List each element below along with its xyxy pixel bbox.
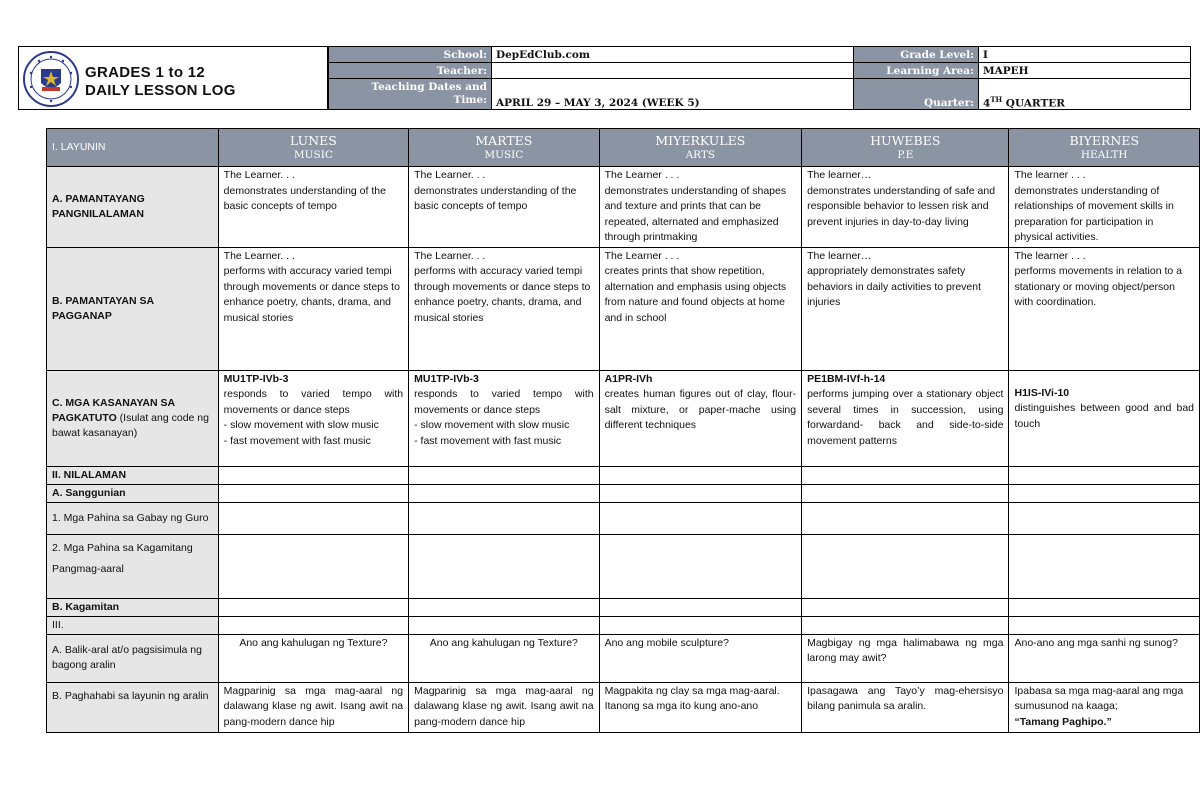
cell-line: demonstrates understanding of relationships of movement skills in preparation for participation in physical activities. xyxy=(1014,184,1174,243)
empty-cell xyxy=(218,616,408,634)
day-name: MIYERKULES xyxy=(655,133,746,148)
performance-standard-cell xyxy=(599,247,802,370)
empty-cell xyxy=(409,616,599,634)
layunin-label: I. LAYUNIN xyxy=(47,129,219,167)
competency-code: H1IS-IVi-10 xyxy=(1014,386,1070,399)
content-standard-cell xyxy=(599,167,802,248)
pamantayan-sa-pagganap-row xyxy=(47,247,1200,370)
motivation-cell xyxy=(1009,682,1200,732)
kagamitang-pangmag-aaral-row xyxy=(47,534,1200,598)
lesson-log-table xyxy=(46,128,1200,733)
cell-line: distinguishes between good and bad touch xyxy=(1014,402,1194,430)
gabay-ng-guro-label: 1. Mga Pahina sa Gabay ng Guro xyxy=(47,502,219,534)
day-name: LUNES xyxy=(290,133,337,148)
day-header-miyerkules xyxy=(599,129,802,167)
empty-cell xyxy=(409,466,599,484)
iii-label: III. xyxy=(47,616,219,634)
cell-line: Magpakita ng clay sa mga mag-aaral. xyxy=(604,684,780,697)
kasanayan-label-main: C. MGA KASANAYAN SA PAGKATUTO xyxy=(52,396,175,424)
cell-line: Ipasagawa ang Tayo’y mag-ehersisyo bilang panimula sa aralin. xyxy=(807,684,1004,712)
day-subject: HEALTH xyxy=(1080,149,1128,161)
cell-line: performs with accuracy varied tempi through movements or dance steps to enhance poetry, chants, drama, and musical stories xyxy=(414,265,591,324)
content-standard-cell xyxy=(802,167,1009,248)
cell-line: demonstrates understanding of the basic concepts of tempo xyxy=(223,184,386,212)
empty-cell xyxy=(409,484,599,502)
review-cell: Ano ang kahulugan ng Texture? xyxy=(218,634,408,682)
cell-line: performs jumping over a stationary object several times in succession, using forwardand- back and side-to-side movement patterns xyxy=(807,388,1004,447)
cell-line: The learner… xyxy=(807,169,872,181)
cell-line: Magparinig sa mga mag-aaral ng dalawang klase ng awit. Isang awit na pang-modern dance hip xyxy=(414,684,594,728)
teaching-dates-label xyxy=(329,79,492,110)
title-line-1: GRADES 1 to 12 xyxy=(85,64,206,81)
cell-line: demonstrates understanding of shapes and texture and prints that can be repeated, alternated and emphasized through printmaking xyxy=(604,184,787,243)
cell-line: - fast movement with fast music xyxy=(223,434,371,447)
competency-code: MU1TP-IVb-3 xyxy=(223,372,289,385)
empty-cell xyxy=(1009,484,1200,502)
motivation-cell xyxy=(218,682,408,732)
empty-cell xyxy=(599,534,802,598)
day-name: BIYERNES xyxy=(1069,133,1140,148)
quarter-word: QUARTER xyxy=(1005,97,1066,109)
competency-code: A1PR-IVh xyxy=(604,372,653,385)
motivation-cell xyxy=(409,682,599,732)
quarter-suffix: TH xyxy=(990,94,1003,104)
empty-cell xyxy=(218,502,408,534)
title-line-2: DAILY LESSON LOG xyxy=(85,82,236,99)
cell-line: The Learner . . . xyxy=(604,169,680,181)
review-cell: Ano-ano ang mga sanhi ng sunog? xyxy=(1009,634,1200,682)
cell-line: Magparinig sa mga mag-aaral ng dalawang klase ng awit. Isang awit na pang-modern dance hip xyxy=(223,684,404,728)
empty-cell xyxy=(409,502,599,534)
quarter-value xyxy=(979,79,1191,110)
header xyxy=(18,46,1200,112)
gabay-ng-guro-row xyxy=(47,502,1200,534)
cell-line: creates human figures out of clay, flour-salt mixture, or paper-mache using different techniques xyxy=(604,388,797,431)
day-header-huwebes xyxy=(802,129,1009,167)
review-cell: Ano ang mobile sculpture? xyxy=(599,634,802,682)
iii-row xyxy=(47,616,1200,634)
empty-cell xyxy=(599,616,802,634)
competency-cell xyxy=(409,370,599,466)
grade-level-value: I xyxy=(979,47,1191,63)
review-cell: Ano ang kahulugan ng Texture? xyxy=(409,634,599,682)
empty-cell xyxy=(1009,502,1200,534)
day-subject: P.E xyxy=(897,149,914,161)
competency-cell xyxy=(802,370,1009,466)
cell-line: The Learner. . . xyxy=(223,249,295,262)
empty-cell xyxy=(1009,534,1200,598)
learning-area-value: MAPEH xyxy=(979,63,1191,79)
school-info-table xyxy=(328,46,1191,110)
kagamitan-row xyxy=(47,598,1200,616)
empty-cell xyxy=(1009,598,1200,616)
cell-line: appropriately demonstrates safety behaviors in daily activities to prevent injuries xyxy=(807,265,982,308)
kasanayan-label-note: (Isulat ang code ng bawat kasanayan) xyxy=(52,411,209,439)
quarter-label: Quarter: xyxy=(854,79,979,110)
cell-line: “Tamang Paghipo.” xyxy=(1014,715,1112,728)
title-box xyxy=(18,46,328,110)
cell-line: responds to varied tempo with movements or dance steps xyxy=(223,388,404,416)
empty-cell xyxy=(802,484,1009,502)
teacher-value xyxy=(492,63,854,79)
cell-line: performs with accuracy varied tempi through movements or dance steps to enhance poetry, chants, drama, and musical stories xyxy=(223,265,400,324)
empty-cell xyxy=(218,598,408,616)
kasanayan-row xyxy=(47,370,1200,466)
nilalaman-row xyxy=(47,466,1200,484)
empty-cell xyxy=(218,534,408,598)
day-header-lunes xyxy=(218,129,408,167)
header-row xyxy=(47,129,1200,167)
cell-line: Itanong sa mga ito kung ano-ano xyxy=(604,700,759,712)
pamantayan-sa-pagganap-label: B. PAMANTAYAN SA PAGGANAP xyxy=(47,247,219,370)
cell-line: responds to varied tempo with movements or dance steps xyxy=(414,388,594,416)
teaching-dates-label-line1: Teaching Dates and xyxy=(371,81,487,93)
day-subject: MUSIC xyxy=(484,149,524,161)
cell-line: The learner . . . xyxy=(1014,169,1086,181)
cell-line: Ipabasa sa mga mag-aaral ang mga sumusunod na kaaga; xyxy=(1014,684,1184,712)
cell-line: - slow movement with slow music xyxy=(223,419,379,431)
empty-cell xyxy=(218,484,408,502)
competency-cell xyxy=(218,370,408,466)
cell-line: - fast movement with fast music xyxy=(414,434,562,447)
empty-cell xyxy=(802,466,1009,484)
content-standard-cell xyxy=(409,167,599,248)
empty-cell xyxy=(802,534,1009,598)
cell-line: demonstrates understanding of the basic concepts of tempo xyxy=(414,184,577,212)
motivation-cell xyxy=(802,682,1009,732)
day-subject: ARTS xyxy=(685,149,716,161)
review-cell: Magbigay ng mga halimabawa ng mga larong may awit? xyxy=(802,634,1009,682)
empty-cell xyxy=(409,534,599,598)
teaching-dates-value: APRIL 29 – MAY 3, 2024 (WEEK 5) xyxy=(492,79,854,110)
competency-cell xyxy=(1009,370,1200,466)
balik-aral-row xyxy=(47,634,1200,682)
competency-code: PE1BM-IVf-h-14 xyxy=(807,372,886,385)
sanggunian-row xyxy=(47,484,1200,502)
cell-line: The Learner. . . xyxy=(414,249,486,262)
cell-line: The Learner . . . xyxy=(604,249,680,262)
kagamitan-label: B. Kagamitan xyxy=(47,598,219,616)
empty-cell xyxy=(599,502,802,534)
cell-line: The Learner. . . xyxy=(223,169,295,181)
nilalaman-label: II. NILALAMAN xyxy=(47,466,219,484)
teacher-label: Teacher: xyxy=(329,63,492,79)
content-standard-cell xyxy=(218,167,408,248)
kagamitang-pangmag-aaral-label: 2. Mga Pahina sa Kagamitang Pangmag-aaral xyxy=(47,534,219,598)
empty-cell xyxy=(1009,616,1200,634)
empty-cell xyxy=(1009,466,1200,484)
cell-line: - slow movement with slow music xyxy=(414,419,570,431)
pamantayang-pangnilalaman-label: A. PAMANTAYANG PANGNILALAMAN xyxy=(47,167,219,248)
cell-line: The Learner. . . xyxy=(414,169,486,181)
grade-level-label: Grade Level: xyxy=(854,47,979,63)
deped-seal-logo xyxy=(23,51,79,107)
paghahabi-row xyxy=(47,682,1200,732)
competency-code: MU1TP-IVb-3 xyxy=(414,372,479,385)
day-header-biyernes xyxy=(1009,129,1200,167)
school-value: DepEdClub.com xyxy=(492,47,854,63)
content-standard-cell xyxy=(1009,167,1200,248)
teaching-dates-label-line2: Time: xyxy=(453,94,487,106)
pamantayang-pangnilalaman-row xyxy=(47,167,1200,248)
performance-standard-cell xyxy=(802,247,1009,370)
empty-cell xyxy=(802,502,1009,534)
empty-cell xyxy=(599,484,802,502)
cell-line: demonstrates understanding of safe and responsible behavior to lessen risk and prevent injuries in day-to-day living xyxy=(807,184,996,228)
day-header-martes xyxy=(409,129,599,167)
day-subject: MUSIC xyxy=(293,149,333,161)
day-name: HUWEBES xyxy=(870,133,941,148)
empty-cell xyxy=(409,598,599,616)
performance-standard-cell xyxy=(1009,247,1200,370)
empty-cell xyxy=(218,466,408,484)
cell-line: creates prints that show repetition, alternation and emphasis using objects from nature and found objects at home and in school xyxy=(604,265,787,324)
performance-standard-cell xyxy=(218,247,408,370)
performance-standard-cell xyxy=(409,247,599,370)
balik-aral-label: A. Balik-aral at/o pagsisimula ng bagong aralin xyxy=(47,634,219,682)
cell-line: performs movements in relation to a stationary or moving object/person with coordination. xyxy=(1014,265,1182,308)
empty-cell xyxy=(802,616,1009,634)
sanggunian-label: A. Sanggunian xyxy=(47,484,219,502)
motivation-cell xyxy=(599,682,802,732)
cell-line: The learner . . . xyxy=(1014,249,1086,262)
school-label: School: xyxy=(329,47,492,63)
learning-area-label: Learning Area: xyxy=(854,63,979,79)
quarter-number: 4 xyxy=(983,97,991,109)
empty-cell xyxy=(599,466,802,484)
cell-line: The learner… xyxy=(807,249,872,262)
kasanayan-label xyxy=(47,370,219,466)
day-name: MARTES xyxy=(475,133,533,148)
empty-cell xyxy=(802,598,1009,616)
competency-cell xyxy=(599,370,802,466)
empty-cell xyxy=(599,598,802,616)
paghahabi-label: B. Paghahabi sa layunin ng aralin xyxy=(47,682,219,732)
